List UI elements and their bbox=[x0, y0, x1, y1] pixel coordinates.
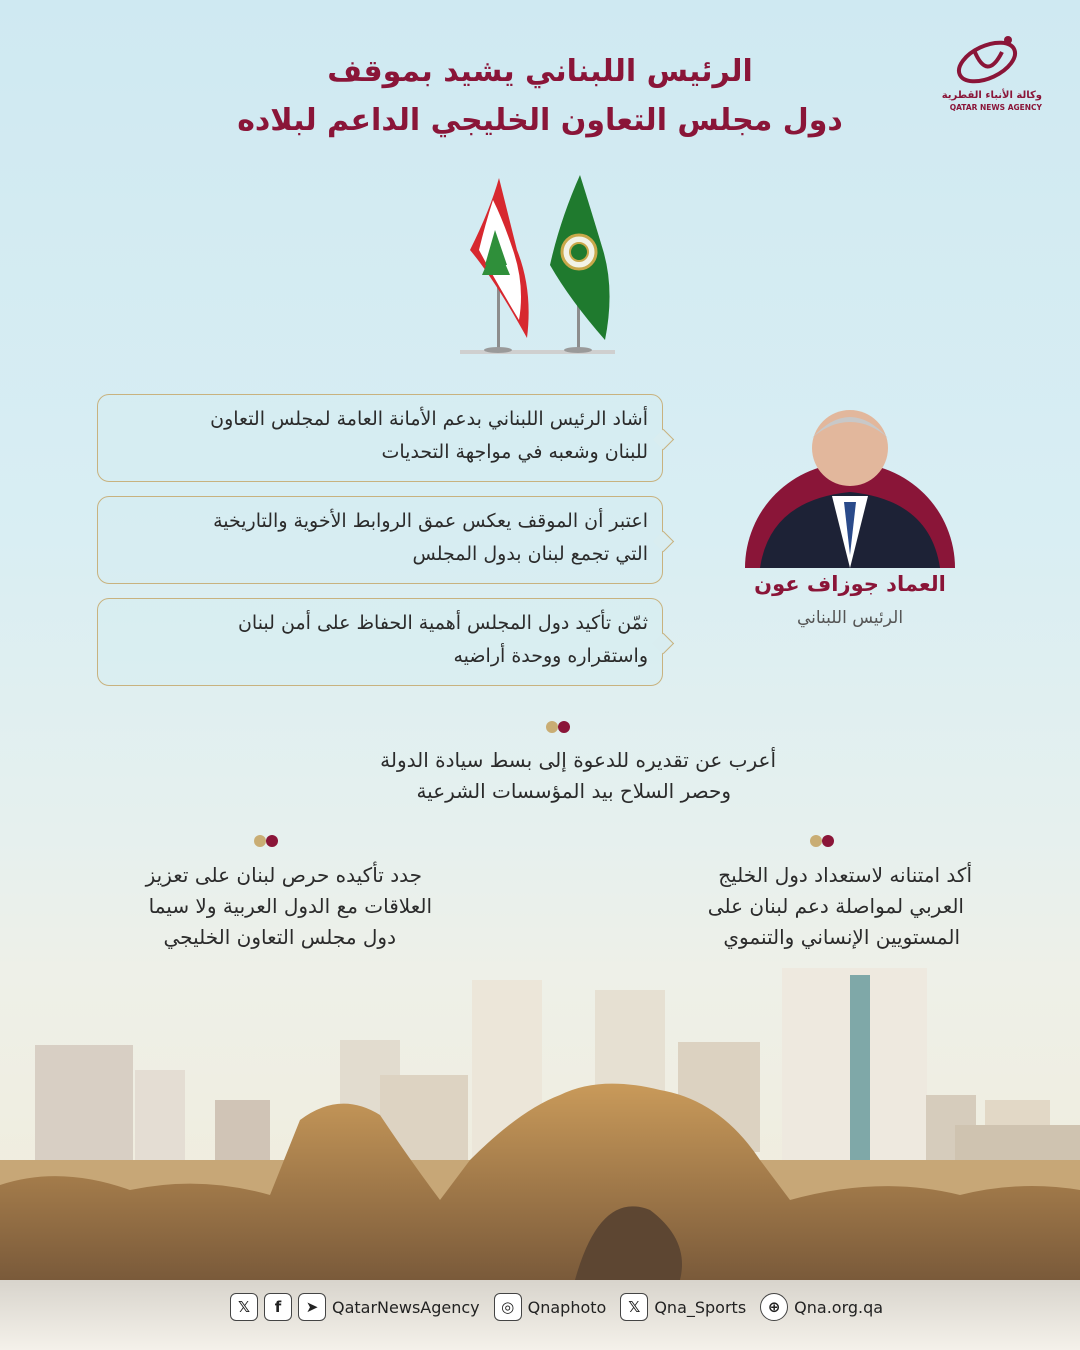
president-profile bbox=[740, 400, 960, 650]
x-icon[interactable]: 𝕏 bbox=[230, 1293, 258, 1321]
qna-logo-icon bbox=[952, 32, 1022, 87]
point-right bbox=[620, 860, 972, 953]
globe-icon[interactable]: ⊕ bbox=[760, 1293, 788, 1321]
point-left-line-3: دول مجلس التعاون الخليجي bbox=[163, 925, 396, 949]
telegram-icon[interactable]: ➤ bbox=[298, 1293, 326, 1321]
facebook-icon[interactable]: f bbox=[264, 1293, 292, 1321]
point-right-line-1: أكد امتنانه لاستعداد دول الخليج bbox=[718, 863, 972, 887]
statement-bubble-1 bbox=[97, 394, 663, 482]
page-title bbox=[200, 55, 880, 138]
title-line-2: دول مجلس التعاون الخليجي الداعم لبلاده bbox=[237, 102, 843, 138]
logo-name-en: QATAR NEWS AGENCY bbox=[949, 102, 1042, 112]
statement-3-line-1: ثمّن تأكيد دول المجلس أهمية الحفاظ على أمن لبنان bbox=[237, 612, 648, 634]
x-icon[interactable]: 𝕏 bbox=[620, 1293, 648, 1321]
handle-instagram[interactable]: Qnaphoto bbox=[527, 1297, 607, 1317]
point-center bbox=[300, 745, 776, 807]
bullet-icon bbox=[810, 835, 834, 847]
website-link[interactable]: Qna.org.qa bbox=[794, 1297, 884, 1317]
point-center-line-2: وحصر السلاح بيد المؤسسات الشرعية bbox=[416, 779, 731, 803]
president-role: الرئيس اللبناني bbox=[796, 608, 904, 628]
qna-logo bbox=[922, 32, 1042, 117]
point-left-line-1: جدد تأكيده حرص لبنان على تعزيز bbox=[145, 863, 422, 887]
title-line-1: الرئيس اللبناني يشيد بموقف bbox=[327, 54, 753, 89]
point-right-line-3: المستويين الإنساني والتنموي bbox=[723, 925, 960, 949]
point-left bbox=[60, 860, 432, 953]
president-photo bbox=[740, 400, 960, 570]
statement-bubble-3 bbox=[97, 598, 663, 686]
handle-sports[interactable]: Qna_Sports bbox=[654, 1297, 747, 1317]
logo-name-ar: وكالة الأنباء القطرية bbox=[941, 90, 1042, 101]
statement-2-line-2: التي تجمع لبنان بدول المجلس bbox=[412, 543, 648, 565]
president-name: العماد جوزاف عون bbox=[754, 572, 946, 596]
point-right-line-2: العربي لمواصلة دعم لبنان على bbox=[707, 894, 964, 918]
bullet-icon bbox=[546, 721, 570, 733]
statement-1-line-2: للبنان وشعبه في مواجهة التحديات bbox=[381, 441, 648, 463]
point-left-line-2: العلاقات مع الدول العربية ولا سيما bbox=[148, 894, 432, 918]
statement-1-line-1: أشاد الرئيس اللبناني بدعم الأمانة العامة لمجلس التعاون bbox=[210, 408, 648, 430]
flags-illustration bbox=[455, 170, 620, 360]
statement-2-line-1: اعتبر أن الموقف يعكس عمق الروابط الأخوية والتاريخية bbox=[213, 510, 648, 532]
instagram-icon[interactable]: ◎ bbox=[494, 1293, 522, 1321]
statement-bubble-2 bbox=[97, 496, 663, 584]
statement-3-line-2: واستقراره ووحدة أراضيه bbox=[453, 645, 648, 667]
bullet-icon bbox=[254, 835, 278, 847]
point-center-line-1: أعرب عن تقديره للدعوة إلى بسط سيادة الدولة bbox=[380, 748, 776, 772]
handle-main[interactable]: QatarNewsAgency bbox=[332, 1297, 480, 1317]
social-footer bbox=[230, 1290, 891, 1324]
